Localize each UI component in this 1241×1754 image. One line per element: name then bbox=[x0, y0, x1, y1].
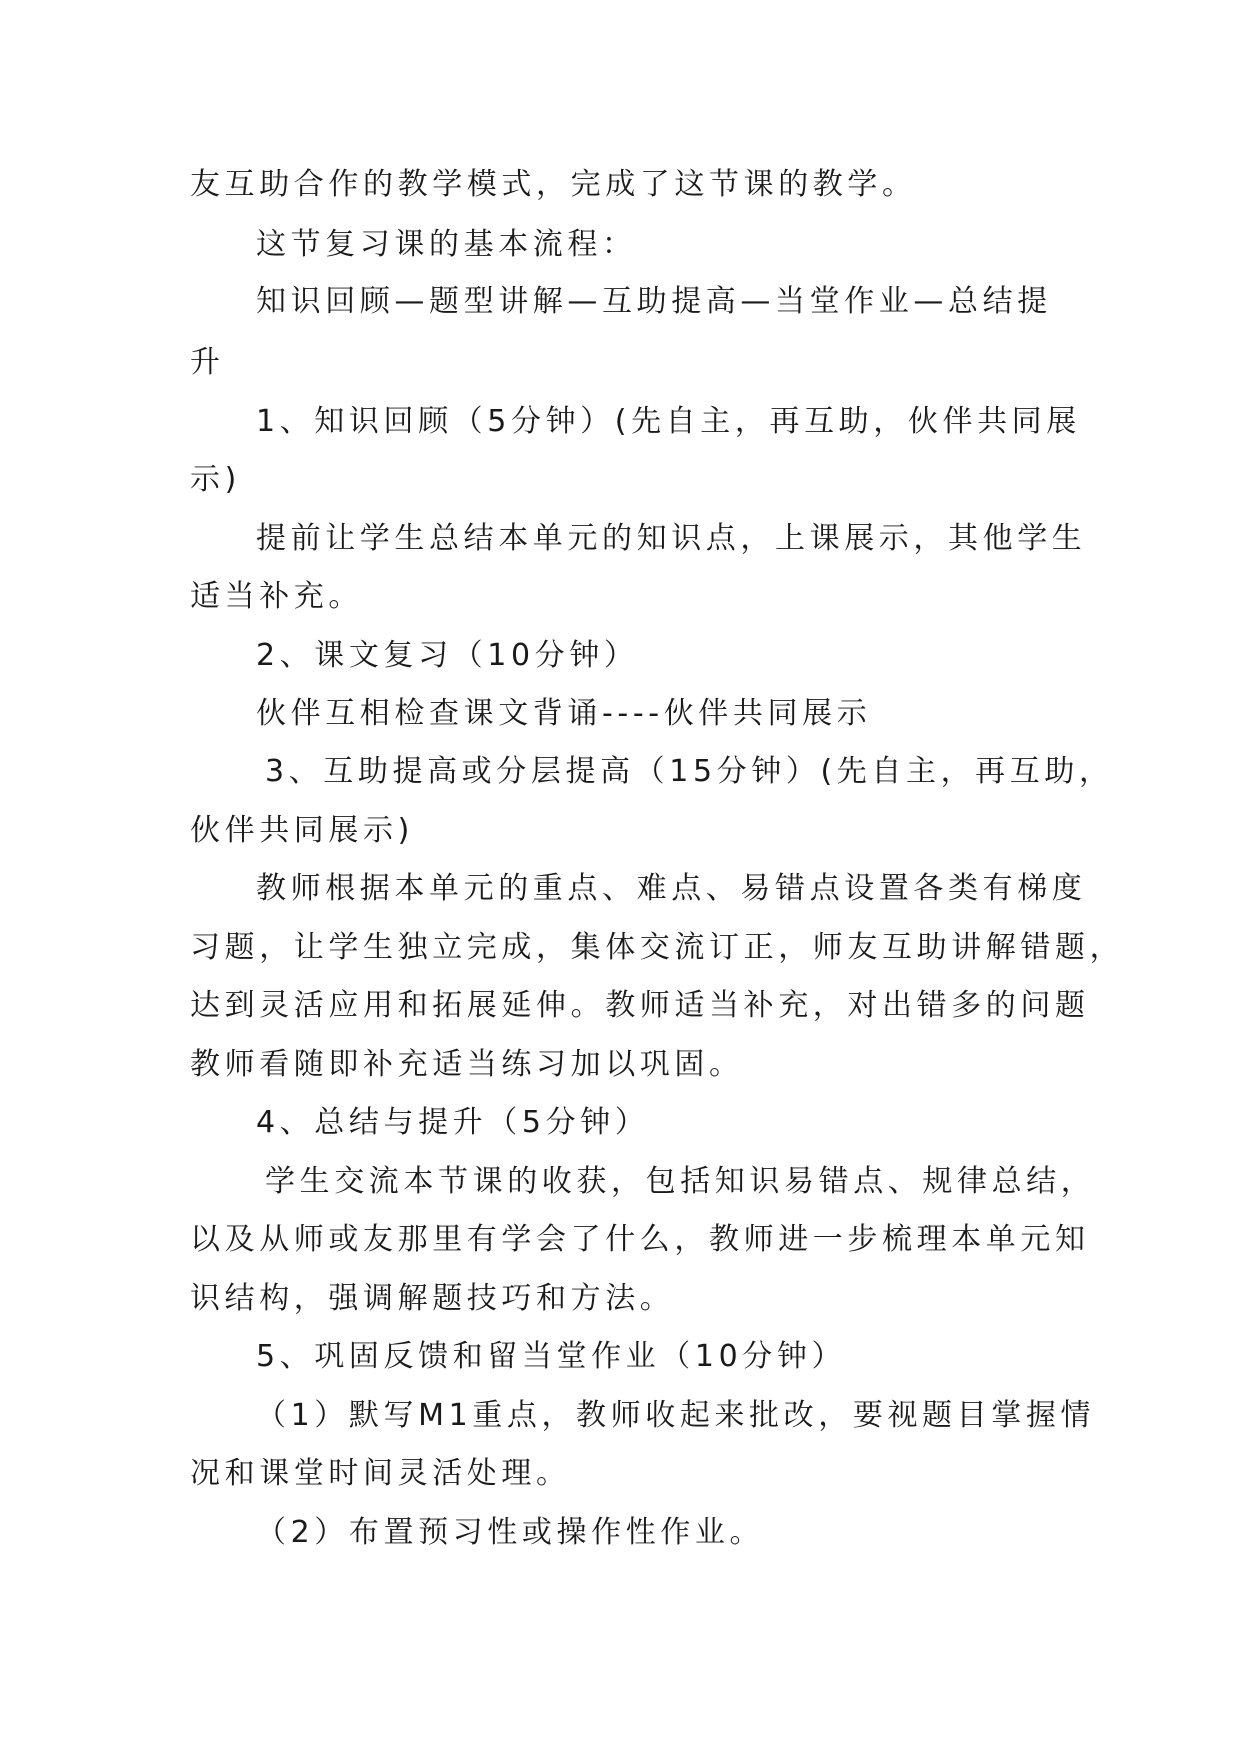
text-line: 况和课堂时间灵活处理。 bbox=[190, 1456, 571, 1491]
text-line: 知识回顾—题型讲解—互助提高—当堂作业—总结提 bbox=[256, 284, 1052, 319]
text-line: 示) bbox=[190, 462, 241, 497]
text-line: （1）默写M1重点，教师收起来批改，要视题目掌握情 bbox=[256, 1398, 1096, 1433]
text-line: 5、巩固反馈和留当堂作业（10分钟） bbox=[256, 1339, 847, 1374]
text-line: 提前让学生总结本单元的知识点，上课展示，其他学生 bbox=[256, 521, 1087, 556]
text-line: （2）布置预习性或操作性作业。 bbox=[256, 1515, 765, 1550]
text-line: 伙伴共同展示) bbox=[190, 813, 414, 848]
text-line: 4、总结与提升（5分钟） bbox=[256, 1105, 650, 1140]
text-line: 友互助合作的教学模式，完成了这节课的教学。 bbox=[190, 167, 917, 202]
text-line: 习题，让学生独立完成，集体交流订正，师友互助讲解错题， bbox=[190, 930, 1125, 965]
text-line: 识结构，强调解题技巧和方法。 bbox=[190, 1281, 675, 1316]
text-line: 2、课文复习（10分钟） bbox=[256, 638, 639, 673]
text-line: 以及从师或友那里有学会了什么，教师进一步梳理本单元知 bbox=[190, 1222, 1090, 1257]
text-line: 教师根据本单元的重点、难点、易错点设置各类有梯度 bbox=[256, 871, 1087, 906]
text-line: 伙伴互相检查课文背诵----伙伴共同展示 bbox=[256, 696, 872, 731]
text-line: 升 bbox=[190, 345, 225, 380]
text-line: 3、互助提高或分层提高（15分钟）(先自主，再互助， bbox=[265, 754, 1114, 789]
text-line: 1、知识回顾（5分钟）(先自主，再互助，伙伴共同展 bbox=[256, 404, 1081, 439]
text-line: 达到灵活应用和拓展延伸。教师适当补充，对出错多的问题 bbox=[190, 988, 1090, 1023]
text-line: 这节复习课的基本流程： bbox=[256, 227, 637, 262]
text-line: 教师看随即补充适当练习加以巩固。 bbox=[190, 1047, 744, 1082]
text-line: 适当补充。 bbox=[190, 579, 363, 614]
text-line: 学生交流本节课的收获，包括知识易错点、规律总结， bbox=[265, 1164, 1096, 1199]
